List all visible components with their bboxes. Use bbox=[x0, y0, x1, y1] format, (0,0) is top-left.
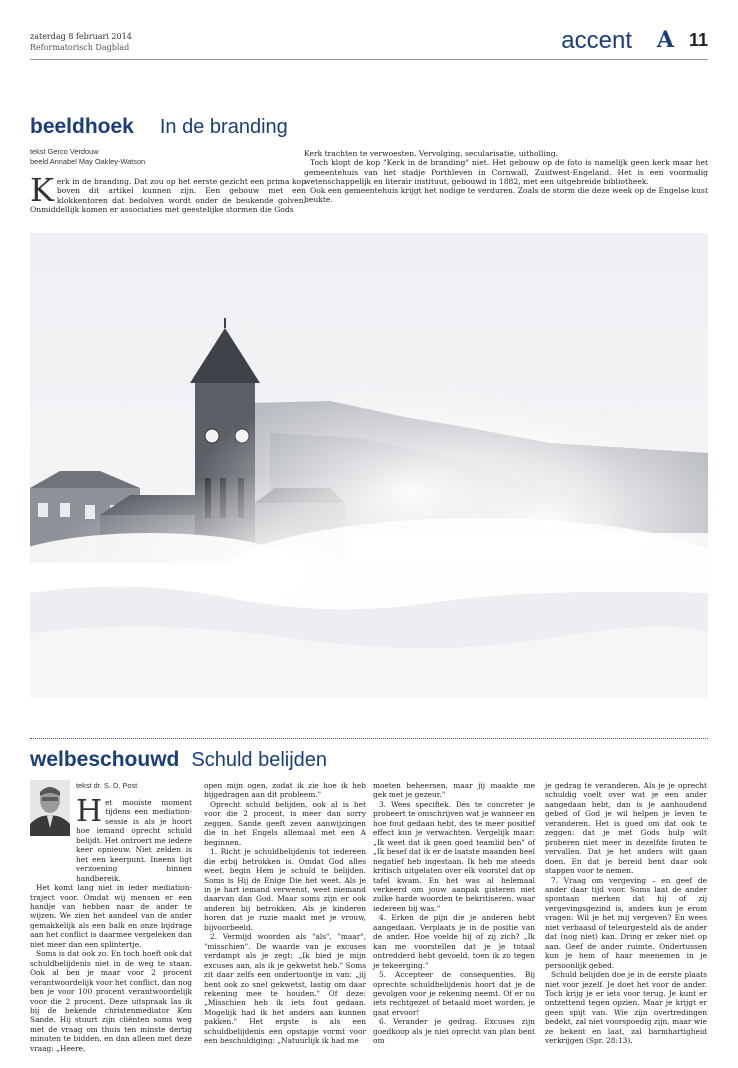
storm-photo bbox=[30, 233, 708, 698]
welbeschouwd-column-4 bbox=[545, 781, 707, 1046]
beeldhoek-credits bbox=[30, 147, 145, 167]
section-name: accent bbox=[561, 27, 632, 54]
beeldhoek-intro: erk in de branding. Dat zou op het eerste gezicht een prima kop boven dit artikel kunnen zijn. Een gebouw met een klokkentoren dat bedolven wordt onder de beukende golven. Onmiddellijk komen er associaties met geestelijke stormen die Gods bbox=[30, 177, 306, 214]
welbeschouwd-column-2 bbox=[204, 781, 366, 1046]
paragraph: Kerk trachten te verwoesten. Vervolging, secularisatie, uitholling. bbox=[304, 149, 559, 158]
paragraph: Het komt lang niet in ieder mediation-traject voor. Omdat wij mensen er een handje van hebben naar de ander te wijzen. We zien het aandeel van de ander gemakkelijk als een balk en onze bijdrage aan het conflict is daarmee vergeleken dan niet meer dan een splintertje. bbox=[30, 883, 192, 949]
beeldhoek-title: In de branding bbox=[159, 116, 288, 138]
welbeschouwd-column-3 bbox=[373, 781, 535, 1046]
dropcap: H bbox=[76, 794, 103, 829]
paragraph: moeten beheersen, maar jij maakte me gek met je gezeur." bbox=[373, 781, 535, 800]
paragraph: 3. Wees specifiek. Des te concreter je probeert te omschrijven wat je wanneer en hoe fout gedaan hebt, des te meer positief effect kun je verwachten. Vergelijk maar: „Ik weet dat ik geen goed teamlid ben" of „Ik besef dat ik er de laatste maanden heel negatief heb ingestaan. Ik heb me steeds kritisch uitgelaten over elk voorstel dat op tafel kwam. En het was al helemaal verkeerd om jouw aanpak gisteren met zulke harde woorden te bekritiseren, waar iedereen bij was." bbox=[373, 799, 535, 913]
page-number: 11 bbox=[688, 30, 708, 50]
paragraph: 7. Vraag om vergeving – en geef de ander daar tijd voor. Soms laat de ander spontaan merken dat hij of zij vergevingsgezind is, anders kun je erom vragen: Wil je het mij vergeven? En wees niet verbaasd of teleurgesteld als de ander dat (nog niet) kan. Dring er zeker niet op aan. Geef de ander ruimte. Ondertussen kun je hem of haar meenemen in je persoonlijk gebed. bbox=[545, 875, 707, 970]
paragraph: open mijn ogen, zodat ik zie hoe ik heb bijgedragen aan dit probleem." bbox=[204, 781, 366, 800]
text-credit: tekst Gerco Verdouw bbox=[30, 147, 99, 156]
paragraph: Schuld belijden doe je in de eerste plaats niet voor jezelf. Je doet het voor de ander. Toch krijg je er iets voor terug. Je kunt er ontzettend tegen opzien. Maar je krijgt er geen spijt van. Wie zijn overtredingen bedekt, zal niet voorspoedig zijn, maar wie ze bekent en laat, zal barmhartigheid verkrijgen (Spr. 28:13). bbox=[545, 970, 707, 1046]
paragraph: 4. Erken de pijn die je anderen hebt aangedaan. Verplaats je in de positie van de ander. Hoe voelde hij of zij zich? „Ik kan me voorstellen dat je je totaal ontredderd hebt gevoeld, toen ik zo tegen je tekeerging." bbox=[373, 913, 535, 970]
beeldhoek-column-2 bbox=[304, 149, 708, 205]
paragraph: Soms is dat ook zo. En toch hoeft ook dat schuldbelijdenis niet in de weg te staan. Ook al ben je maar voor 2 procent verantwoordelijk voor het conflict, dan nog ben je voor 100 procent verantwoordelijk voor die 2 procent. Deze uitspraak las ik bij de bekende christenmediator Ken Sande. Hij stuurt zijn cliënten soms weg met de vraag om thuis ten minste dertig minuten te bidden, en dan alleen met deze vraag: „Heere, bbox=[30, 949, 192, 1053]
photo-credit: beeld Annabel May Oakley-Watson bbox=[30, 157, 146, 166]
paragraph: Toch klopt de kop "Kerk in de branding" niet. Het gebouw op de foto is namelijk geen kerk maar het gemeentehuis van het stadje Porthleven in Cornwall, Zuidwest-Engeland. Het is een voormalig wetenschappelijk en literair instituut, gebouwd in 1882, met een uitgebreide bibliotheek. bbox=[304, 158, 708, 186]
welbeschouwd-header bbox=[30, 748, 327, 772]
section-logo: A bbox=[656, 27, 674, 53]
paragraph: je gedrag te veranderen. Als je je oprecht schuldig voelt over wat je een ander aangedaan hebt, dan is je aanhoudend gebed of God je wil helpen je leven te veranderen. Het is goed om dat ook te zeggen: dat je met Gods hulp wilt proberen niet meer in dezelfde fouten te vervallen. Dat je het anders wilt gaan doen. En dat je bereid bent daar ook stappen voor te nemen. bbox=[545, 781, 707, 876]
welbeschouwd-column-1 bbox=[30, 794, 192, 1053]
paragraph: et mooiste moment tijdens een mediation-sessie is als je hoort hoe iemand oprecht schuld belijdt. Het ontroert me iedere keer opnieuw. Niet zelden is het een keerpunt. Ineens ligt verzoening binnen handbereik. bbox=[76, 798, 192, 883]
section-divider bbox=[30, 738, 708, 739]
paragraph: 1. Richt je schuldbelijdenis tot iedereen die erbij betrokken is. Omdat God alles weet, begin Hem je schuld te belijden. Soms is Hij de Enige Die het weet. Als je in je hart iemand verwenst, weet niemand daarvan dan God. Maar soms zijn er ook anderen bij betrokken. Als je kinderen horen dat je ruzie maakt met je vrouw, bijvoorbeeld. bbox=[204, 847, 366, 932]
paragraph: 6. Verander je gedrag. Excuses zijn goedkoop als je niet oprecht van plan bent om bbox=[373, 1017, 535, 1046]
masthead bbox=[30, 27, 708, 60]
paragraph: 5. Accepteer de consequenties. Bij oprechte schuldbelijdenis hoort dat je de gevolgen voor je rekening neemt. Of er nu iets rechtgezet of betaald moet worden, je gaat ervoor! bbox=[373, 970, 535, 1017]
newspaper-name: Reformatorisch Dagblad bbox=[30, 43, 130, 52]
paragraph: 2. Vermijd woorden als "als", "maar", "misschien". De waarde van je excuses verdampt als je zegt: „Ik bied je mijn excuses aan, als ik je gekwetst heb." Soms zit daar zelfs een ondertoontje in van: „jij bent ook zo snel gekwetst, lastig om daar rekening mee te houden." Of deze: „Misschien heb ik iets fout gedaan. Mogelijk had ik het anders aan kunnen pakken." Het ergste is als een schuldbelijdenis een opstapje vormt voor een beschuldiging: „Natuurlijk ik had me bbox=[204, 932, 366, 1046]
beeldhoek-column-1 bbox=[30, 171, 306, 214]
paragraph: Oprecht schuld belijden, ook al is het voor die 2 procent, is meer dan sorry zeggen. Sande geeft zeven aanwijzingen die in het Engels allemaal met een A beginnen. bbox=[204, 799, 366, 847]
dropcap: K bbox=[30, 171, 54, 209]
beeldhoek-header bbox=[30, 115, 288, 139]
welbeschouwd-credit: tekst dr. S. D. Post bbox=[76, 781, 138, 790]
beeldhoek-kicker: beeldhoek bbox=[30, 115, 134, 138]
welbeschouwd-kicker: welbeschouwd bbox=[30, 748, 180, 771]
paragraph: Ook een gemeentehuis krijgt het nodige te verduren. Zoals de storm die deze week op de Engelse kust beukte. bbox=[304, 186, 708, 205]
issue-date: zaterdag 8 februari 2014 bbox=[30, 32, 132, 41]
welbeschouwd-title: Schuld belijden bbox=[191, 749, 328, 771]
